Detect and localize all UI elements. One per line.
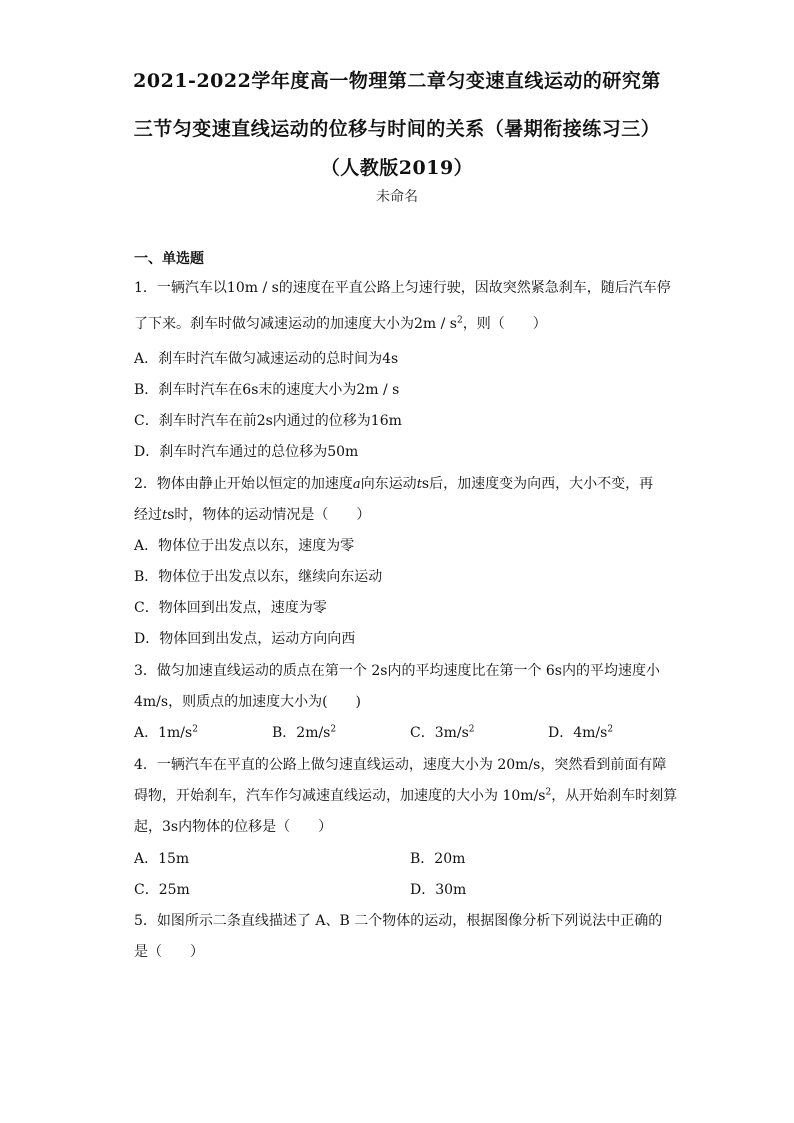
q2-var-t2: t <box>162 508 168 523</box>
q2-text-b: 向东运动 <box>360 476 417 492</box>
q2-text-a: 2．物体由静止开始以恒定的加速度 <box>134 476 353 492</box>
author: 未命名 <box>376 189 418 205</box>
q5-stem-line-1: 5．如图所示二条直线描述了 A、B 二个物体的运动，根据图像分析下列说法中正确的 <box>134 913 663 929</box>
q4-stem-line-1: 4．一辆汽车在平直的公路上做匀速直线运动，速度大小为 20m/s，突然看到前面有障 <box>134 757 667 773</box>
q3-option-b-sup: 2 <box>330 724 337 735</box>
title-line-2: 三节匀变速直线运动的位移与时间的关系（暑期衔接练习三） <box>133 118 661 140</box>
q3-option-b-text: B．2m/s <box>272 725 331 741</box>
q2-text-d: 经过 <box>134 507 162 523</box>
q3-option-a-text: A．1m/s <box>134 725 193 741</box>
q2-option-a: A．物体位于出发点以东，速度为零 <box>134 538 355 554</box>
q4-option-c: C．25m <box>134 882 190 898</box>
q1-option-a: A．刹车时汽车做匀减速运动的总时间为4s <box>134 351 399 367</box>
q4-superscript: 2 <box>545 787 552 798</box>
q3-option-b <box>272 722 336 742</box>
q1-superscript: 2 <box>456 315 463 326</box>
q2-text-c: s后，加速度变为向西，大小不变，再 <box>421 476 654 492</box>
q1-stem-line-2 <box>134 313 547 333</box>
q3-option-d <box>548 722 613 742</box>
q3-option-c <box>410 722 475 742</box>
q3-option-a <box>134 722 198 742</box>
q5-stem-line-2: 是（ ） <box>134 944 204 960</box>
q3-option-c-text: C．3m/s <box>410 725 469 741</box>
q1-option-d: D．刹车时汽车通过的总位移为50m <box>134 444 359 460</box>
q1-option-c: C．刹车时汽车在前2s内通过的位移为16m <box>134 413 402 429</box>
q3-option-a-sup: 2 <box>192 724 198 735</box>
q3-option-c-sup: 2 <box>468 724 475 735</box>
q1-option-b: B．刹车时汽车在6s末的速度大小为2m / s <box>134 382 400 398</box>
q2-var-t: t <box>416 477 422 492</box>
q2-option-c: C．物体回到出发点，速度为零 <box>134 600 327 616</box>
q4-stem-text: 碍物，开始刹车，汽车作匀减速直线运动，加速度的大小为 10m/s <box>134 788 546 804</box>
q1-stem-line-1: 1．一辆汽车以10m / s的速度在平直公路上匀速行驶，因故突然紧急刹车，随后汽车停 <box>134 280 671 296</box>
q2-text-e: s时，物体的运动情况是（ ） <box>167 507 371 523</box>
title-line-1: 2021-2022学年度高一物理第二章匀变速直线运动的研究第 <box>133 70 661 92</box>
q3-stem-line-1: 3．做匀加速直线运动的质点在第一个 2s内的平均速度比在第一个 6s内的平均速度小 <box>134 663 660 679</box>
q1-stem-text: 了下来。刹车时做匀减速运动的加速度大小为2m / s <box>134 316 457 332</box>
q3-option-d-text: D．4m/s <box>548 725 608 741</box>
q2-option-b: B．物体位于出发点以东，继续向东运动 <box>134 569 383 585</box>
q3-option-d-sup: 2 <box>607 724 614 735</box>
q4-stem-tail: ，从开始刹车时刻算 <box>551 788 678 804</box>
q4-option-b: B．20m <box>410 851 466 867</box>
q2-option-d: D．物体回到出发点，运动方向向西 <box>134 631 356 647</box>
q4-option-a: A．15m <box>134 851 190 867</box>
q1-stem-tail: ，则（ ） <box>462 316 547 332</box>
section-heading: 一、单选题 <box>134 251 204 267</box>
title-line-3: （人教版2019） <box>320 157 474 179</box>
q2-stem-line-2 <box>134 504 370 524</box>
q4-option-d: D．30m <box>410 882 467 898</box>
q3-stem-line-2: 4m/s，则质点的加速度大小为( ) <box>134 694 362 710</box>
q2-var-a: a <box>352 477 361 492</box>
q4-stem-line-3: 起，3s内物体的位移是（ ） <box>134 819 333 835</box>
q4-stem-line-2 <box>134 785 677 805</box>
q2-stem-line-1 <box>134 473 653 493</box>
